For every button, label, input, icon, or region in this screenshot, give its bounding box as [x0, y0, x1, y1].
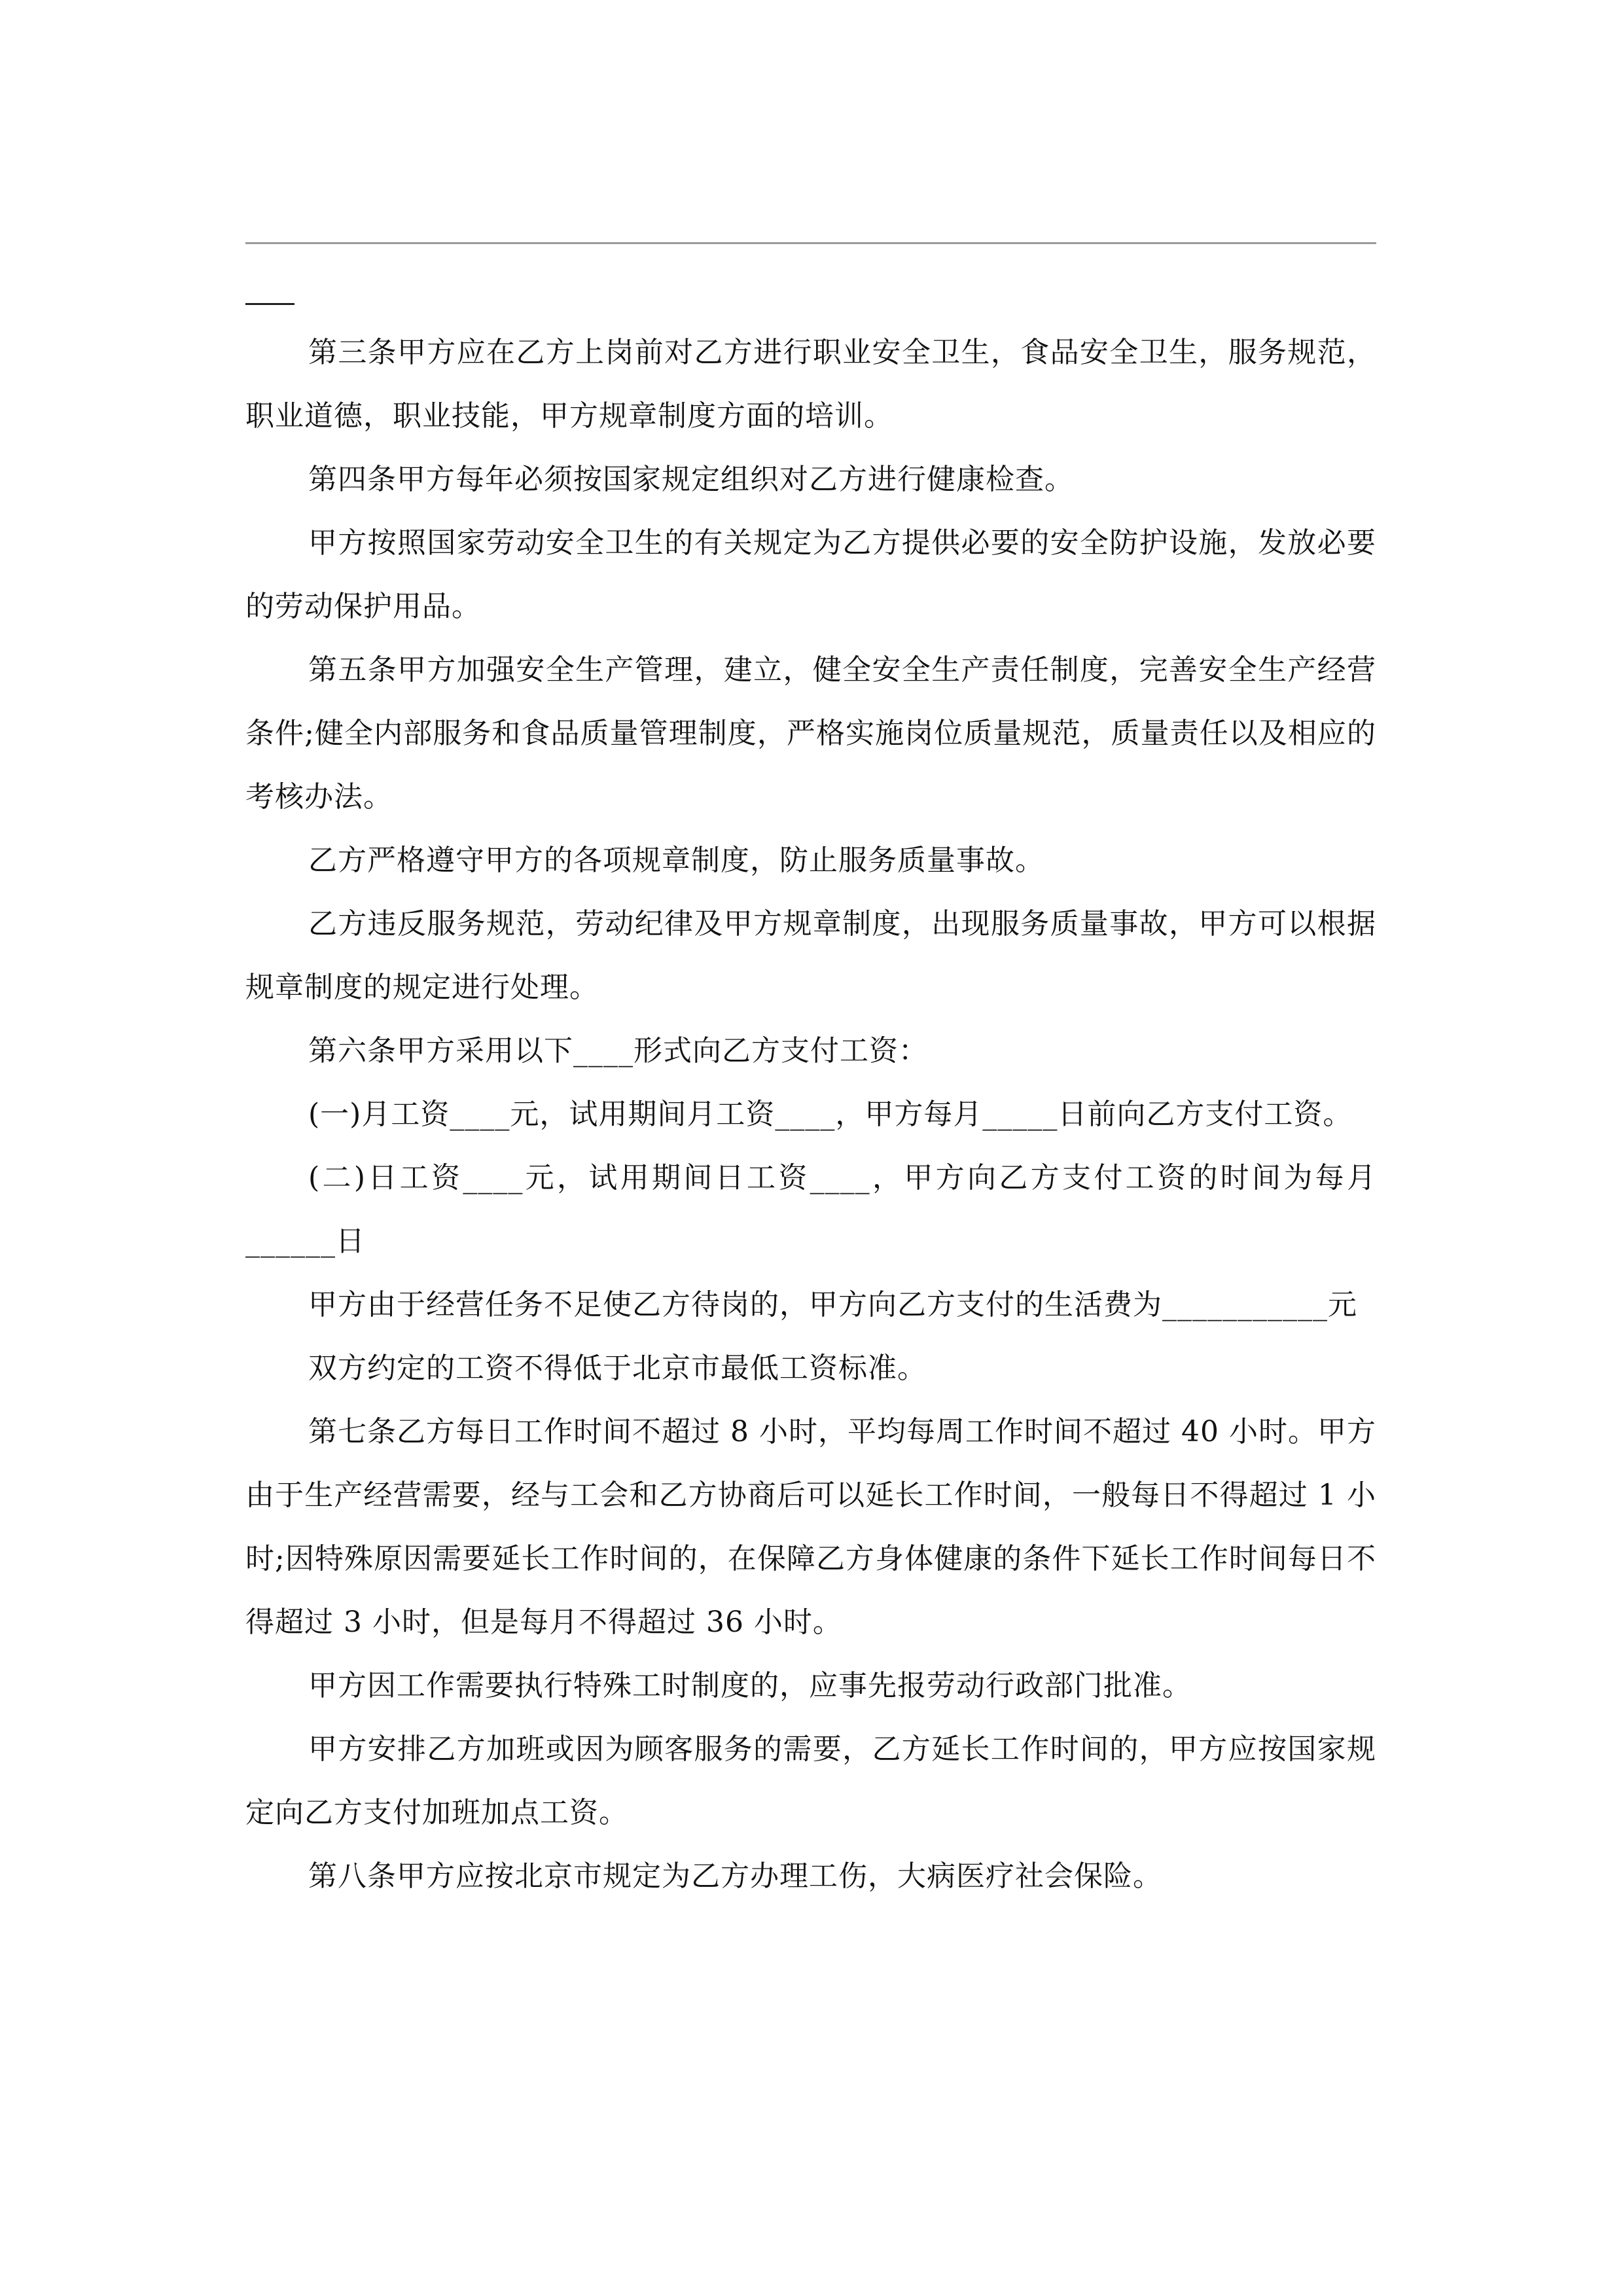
paragraph-overtime-pay: 甲方安排乙方加班或因为顾客服务的需要，乙方延长工作时间的，甲方应按国家规定向乙方支付加班加点工资。 — [245, 1732, 1376, 1829]
paragraph-article-7: 第七条乙方每日工作时间不超过 8 小时，平均每周工作时间不超过 40 小时。甲方由于生产经营需要，经与工会和乙方协商后可以延长工作时间，一般每日不得超过 1 小时;因特殊原因需要延长工作时间的，在保障乙方身体健康的条件下延长工作时间每日不得超过 3 小时，但是每月不得超过 36 小时。 — [245, 1415, 1376, 1639]
paragraph-article-4: 第四条甲方每年必须按国家规定组织对乙方进行健康检查。 — [308, 463, 1074, 496]
paragraph-article-3: 第三条甲方应在乙方上岗前对乙方进行职业安全卫生，食品安全卫生，服务规范，职业道德，职业技能，甲方规章制度方面的培训。 — [245, 336, 1376, 433]
paragraph-daily-wage: (二)日工资____元，试用期间日工资____，甲方向乙方支付工资的时间为每月______日 — [245, 1161, 1376, 1258]
paragraph-standby-allowance: 甲方由于经营任务不足使乙方待岗的，甲方向乙方支付的生活费为___________元 — [308, 1288, 1357, 1321]
paragraph-article-5: 第五条甲方加强安全生产管理，建立，健全安全生产责任制度，完善安全生产经营条件;健全内部服务和食品质量管理制度，严格实施岗位质量规范，质量责任以及相应的考核办法。 — [245, 653, 1376, 814]
paragraph-monthly-wage: (一)月工资____元，试用期间月工资____，甲方每月_____日前向乙方支付工资。 — [308, 1098, 1353, 1131]
paragraph-article-6: 第六条甲方采用以下____形式向乙方支付工资： — [308, 1034, 928, 1067]
paragraph-special-hours: 甲方因工作需要执行特殊工时制度的，应事先报劳动行政部门批准。 — [308, 1669, 1192, 1702]
paragraph-violation-handling: 乙方违反服务规范，劳动纪律及甲方规章制度，出现服务质量事故，甲方可以根据规章制度的规定进行处理。 — [245, 907, 1376, 1004]
header-rule — [245, 242, 1376, 244]
paragraph-minimum-wage: 双方约定的工资不得低于北京市最低工资标准。 — [308, 1352, 927, 1385]
paragraph-article-8: 第八条甲方应按北京市规定为乙方办理工伤，大病医疗社会保险。 — [308, 1859, 1162, 1893]
document-body — [245, 321, 1376, 1908]
paragraph-rules-compliance: 乙方严格遵守甲方的各项规章制度，防止服务质量事故。 — [308, 844, 1044, 877]
paragraph-safety-equipment: 甲方按照国家劳动安全卫生的有关规定为乙方提供必要的安全防护设施，发放必要的劳动保护用品。 — [245, 526, 1376, 623]
short-rule — [245, 303, 294, 305]
